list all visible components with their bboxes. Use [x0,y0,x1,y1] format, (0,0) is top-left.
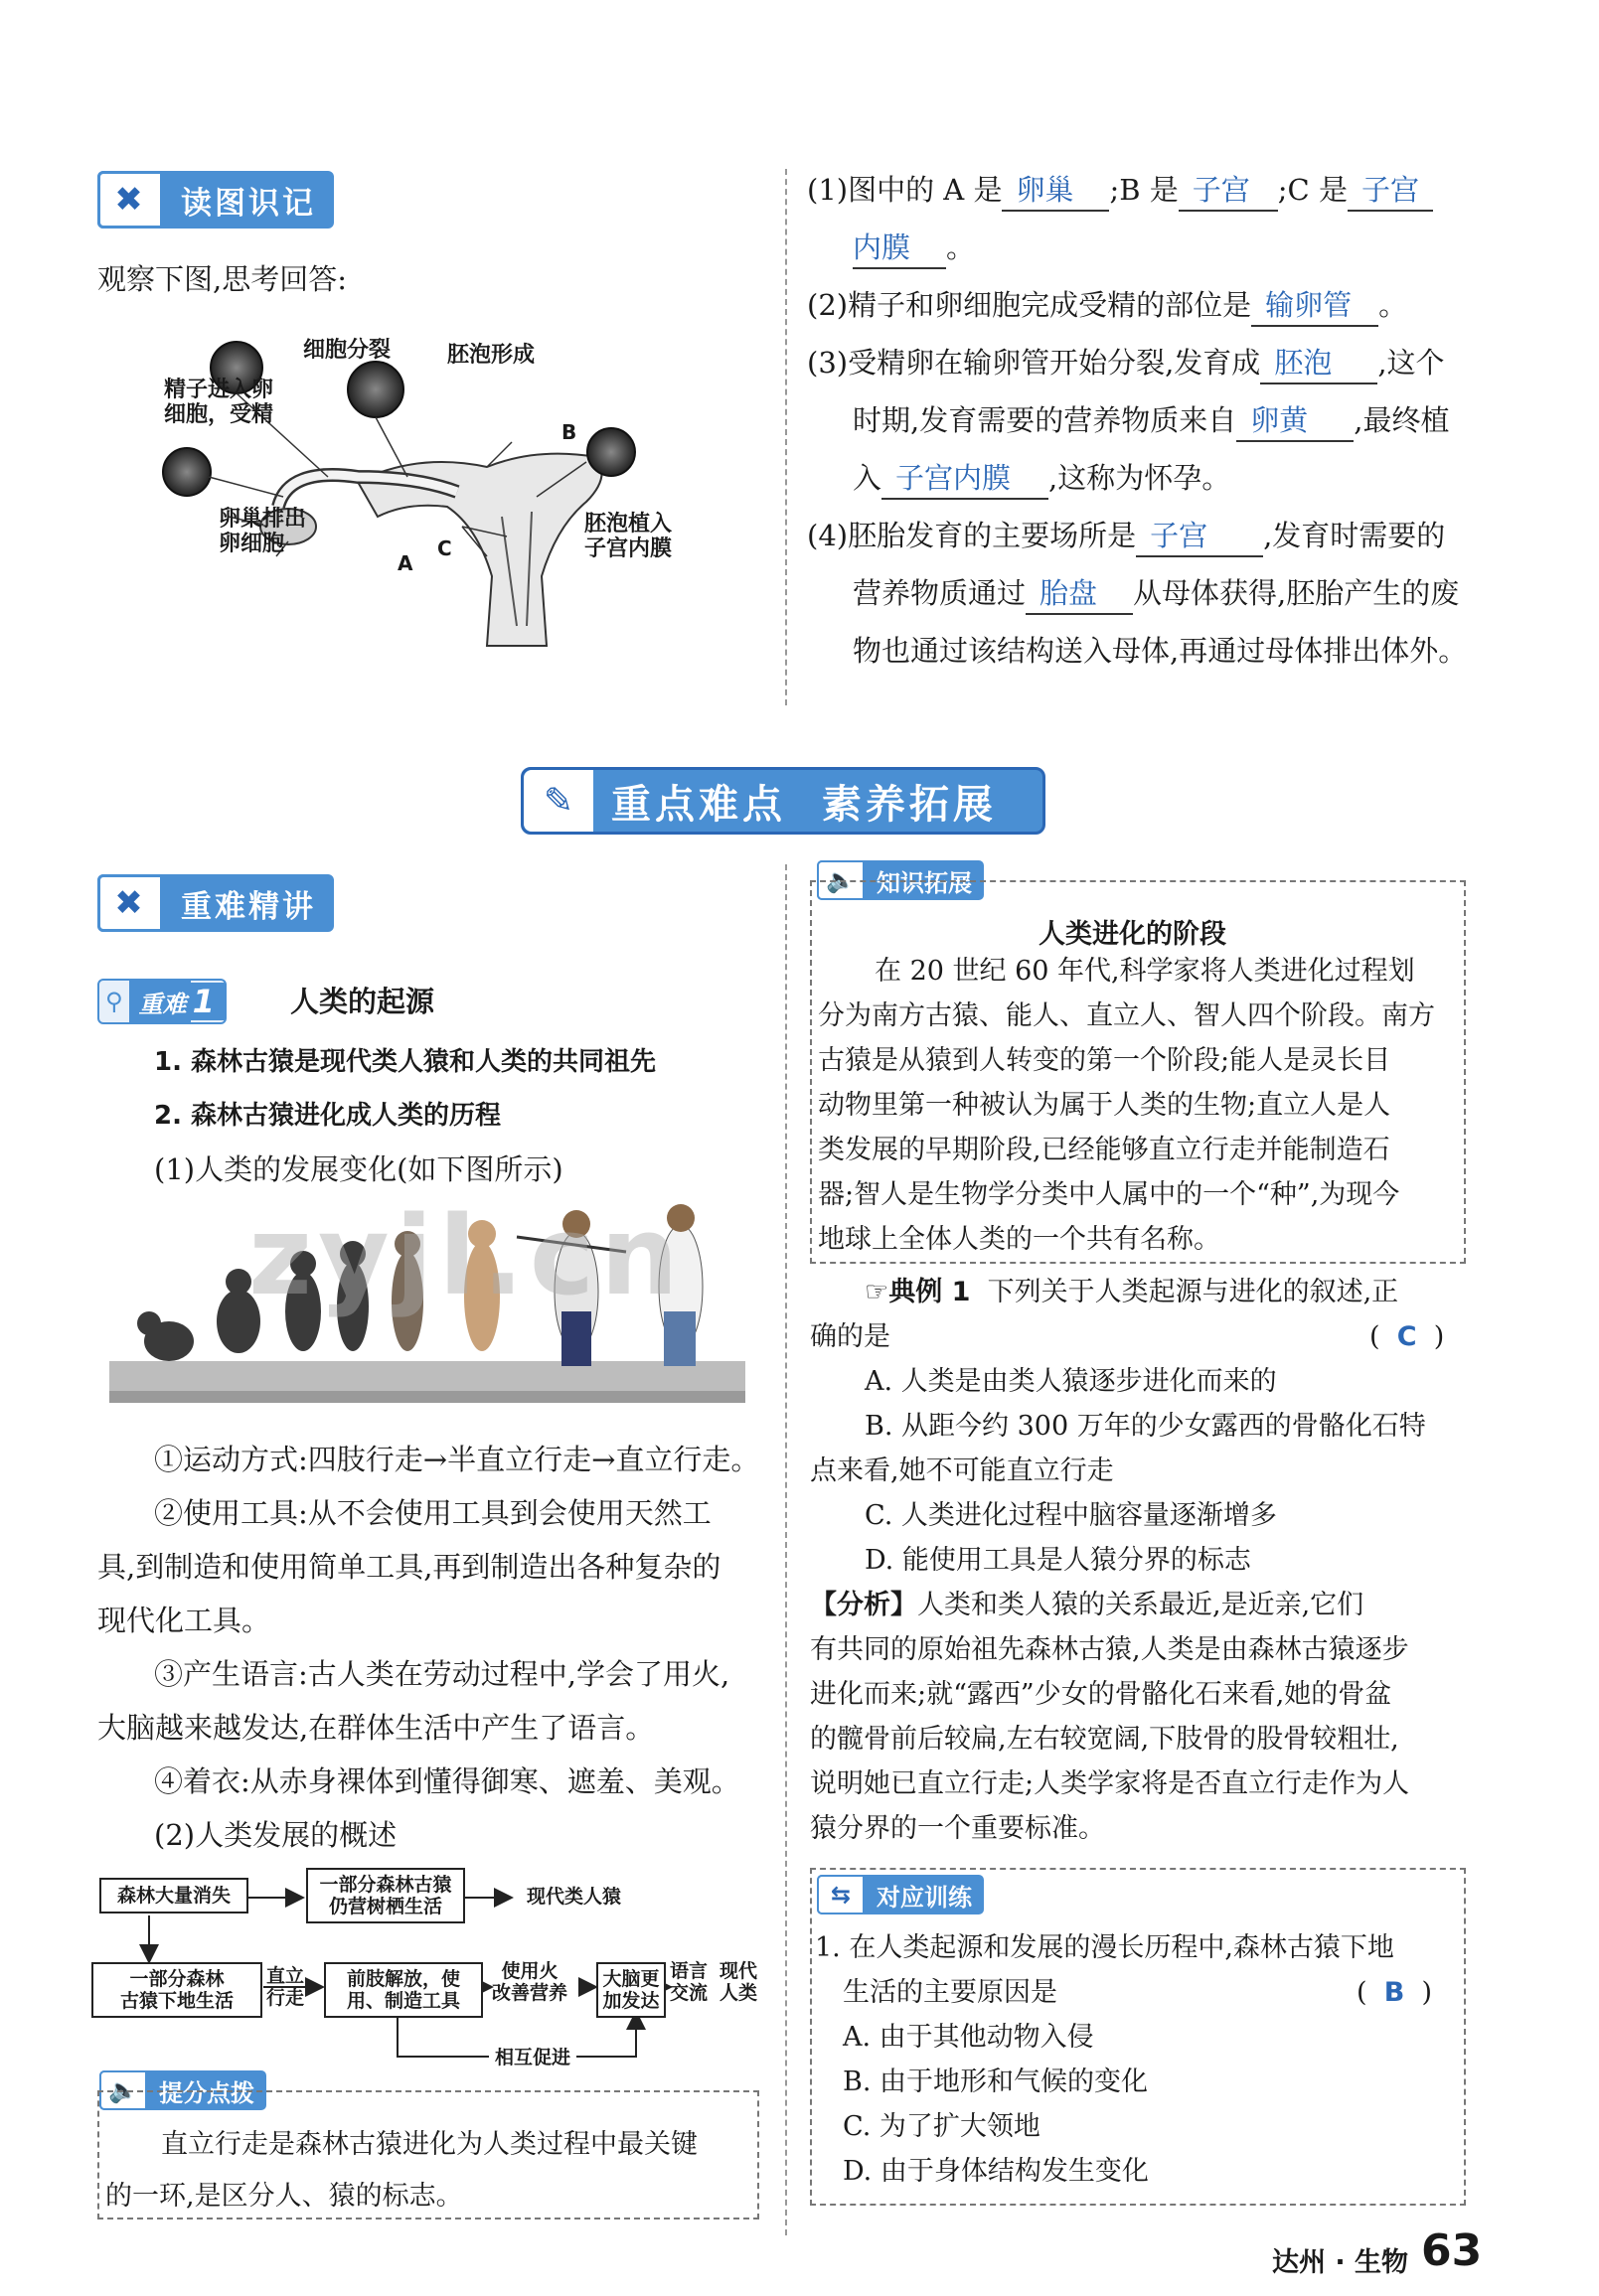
key-point-tag [97,979,227,1024]
extension-line-5: 类发展的早期阶段,已经能够直立行走并能制造石 [818,1135,1390,1165]
section-tag-read-figure [97,171,334,229]
cross-arrows-icon: ✖ [97,874,163,932]
q1-line2: 内膜 。 [853,219,975,276]
item-1: ①运动方式:四肢行走→半直立行走→直立行走。 [154,1443,760,1476]
analysis-line-1: 【分析】人类和类人猿的关系最近,是近亲,它们 [810,1590,1364,1620]
answer-q4-b: 胎盘 [1026,573,1133,615]
answer-q3-a: 胚泡 [1260,343,1377,384]
key-tag-label: 重难 [129,981,191,1023]
implant-cell-icon [587,428,635,476]
item-2b: 具,到制造和使用简单工具,再到制造出各种复杂的 [97,1550,721,1584]
key-points-banner [521,767,1045,835]
section-tag-key-explain [97,874,334,932]
training-option-c: C. 为了扩大领地 [843,2111,1040,2142]
pen-icon: ✎ [524,770,593,832]
example-option-d: D. 能使用工具是人猿分界的标志 [865,1545,1251,1576]
section-tag-label: 重难精讲 [181,888,316,925]
analysis-line-6: 猿分界的一个重要标准。 [810,1813,1105,1844]
item-2a: ②使用工具:从不会使用工具到会使用天然工 [154,1496,712,1530]
answer-q1-c2: 内膜 [853,228,946,269]
para-3: (1)人类的发展变化(如下图所示) [154,1152,563,1186]
q1-line1: (1)图中的 A 是 卵巢 ;B 是 子宫 ;C 是 子宫 [807,161,1433,219]
watermark: zyjl.cn [248,1192,685,1319]
intro-text: 观察下图,思考回答: [97,262,347,296]
example-option-b1: B. 从距今约 300 万年的少女露西的骨骼化石特 [865,1411,1426,1442]
label-A: A [398,551,413,575]
training-q-line-1: 1. 在人类起源和发展的漫长历程中,森林古猿下地 [815,1932,1394,1963]
training-option-b: B. 由于地形和气候的变化 [843,2066,1149,2097]
q4-line1: (4)胚胎发育的主要场所是 子宫 ,发育时需要的 [807,507,1445,564]
training-q-line-2: 生活的主要原因是 [843,1977,1057,2008]
flow-fire: 使用火 改善营养 [492,1960,568,2004]
item-3b: 大脑越来越发达,在群体生活中产生了语言。 [97,1711,655,1745]
training-option-a: A. 由于其他动物入侵 [843,2022,1094,2053]
flow-brain: 大脑更 加发达 [596,1962,666,2018]
hand-pointer-icon: ☞ [865,1277,889,1307]
cross-arrows-icon: ✖ [97,171,163,229]
q4-line2: 营养物质通过 胎盘 从母体获得,胚胎产生的废 [853,564,1459,622]
flow-part-tree: 一部分森林古猿 仍营树栖生活 [306,1868,465,1923]
key-title: 人类的起源 [290,985,435,1018]
analysis-line-5: 说明她已直立行走;人类学家将是否直立行走作为人 [810,1768,1410,1799]
answer-q1-c1: 子宫 [1348,170,1433,212]
label-ovary-release-1: 卵巢排出 [219,507,307,532]
answer-q4-a: 子宫 [1136,516,1263,557]
swap-arrows-icon: ⇆ [817,1875,865,1914]
label-sperm-enter-1: 精子进入卵 [164,378,274,402]
answer-q2: 输卵管 [1251,285,1378,327]
key-tag-number: 1 [191,983,225,1020]
analysis-line-4: 的髋骨前后较扁,左右较宽阔,下肢骨的股骨较粗壮, [810,1724,1399,1755]
column-divider-top [785,169,787,705]
para-1: 1. 森林古猿是现代类人猿和人类的共同祖先 [154,1047,657,1077]
label-C: C [437,536,452,560]
example-option-c: C. 人类进化过程中脑容量逐渐增多 [865,1500,1277,1531]
flow-part-ground: 一部分森林 古猿下地生活 [91,1962,262,2018]
column-divider-bottom [785,864,787,2235]
label-ovary-release-2: 卵细胞 [219,532,285,556]
label-implant-1: 胚泡植入 [584,512,673,536]
extension-line-2: 分为南方古猿、能人、直立人、智人四个阶段。南方 [818,1000,1435,1031]
label-blastocyst: 胚泡形成 [447,343,536,368]
fertilized-egg-icon [163,448,211,496]
para-4: (2)人类发展的概述 [154,1818,398,1852]
example-line-1: ☞典例 1 下列关于人类起源与进化的叙述,正 [865,1277,1399,1307]
extension-line-1: 在 20 世纪 60 年代,科学家将人类进化过程划 [875,956,1415,987]
flow-tools: 前肢解放，使 用、制造工具 [324,1962,483,2018]
flow-mutual: 相互促进 [489,2047,576,2068]
label-B: B [561,420,577,444]
training-tag-label: 对应训练 [877,1883,972,1912]
section-tag-label: 读图识记 [181,185,316,222]
extension-line-6: 器;智人是生物学分类中人属中的一个“种”,为现今 [818,1179,1400,1210]
example-option-a: A. 人类是由类人猿逐步进化而来的 [865,1366,1277,1397]
q3-line2: 时期,发育需要的营养物质来自 卵黄 ,最终植 [853,391,1449,449]
item-4: ④着衣:从赤身裸体到懂得御寒、遮羞、美观。 [154,1764,740,1798]
training-answer: ( B ) [1357,1977,1432,2008]
flow-upright: 直立 行走 [266,1965,305,2009]
example-answer: ( C ) [1369,1321,1445,1352]
extension-tag-label: 知识拓展 [877,868,972,897]
extension-line-7: 地球上全体人类的一个共有名称。 [818,1224,1220,1255]
flow-language: 语言 交流 [670,1960,709,2004]
page-number: 63 [1421,2225,1483,2276]
label-sperm-enter-2: 细胞，受精 [164,402,274,427]
banner-title: 重点难点 素养拓展 [611,781,997,828]
label-cell-division: 细胞分裂 [303,338,392,363]
example-option-b2: 点来看,她不可能直立行走 [810,1455,1114,1486]
para-2: 2. 森林古猿进化成人类的历程 [154,1101,502,1131]
analysis-line-3: 进化而来;就“露西”少女的骨骼化石来看,她的骨盆 [810,1679,1392,1710]
item-3a: ③产生语言:古人类在劳动过程中,学会了用火, [154,1657,730,1691]
training-option-d: D. 由于身体结构发生变化 [843,2156,1149,2187]
answer-q1-a: 卵巢 [1002,170,1109,212]
flow-modern-human: 现代 人类 [720,1960,758,2004]
q4-line3: 物也通过该结构送入母体,再通过母体排出体外。 [853,634,1468,668]
tip-line-1: 直立行走是森林古猿进化为人类过程中最关键 [161,2129,698,2160]
analysis-line-2: 有共同的原始祖先森林古猿,人类是由森林古猿逐步 [810,1634,1409,1665]
answer-q3-b: 卵黄 [1236,400,1354,442]
example-line-2: 确的是 [810,1321,890,1352]
q3-line3: 入 子宫内膜 ,这称为怀孕。 [853,449,1230,507]
label-implant-2: 子宫内膜 [584,536,673,561]
extension-line-4: 动物里第一种被认为属于人类的生物;直立人是人 [818,1090,1391,1121]
q2-line: (2)精子和卵细胞完成受精的部位是 输卵管 。 [807,276,1407,334]
flow-forest-disappear: 森林大量消失 [99,1878,248,1913]
blastocyst-icon [348,362,403,417]
extension-line-3: 古猿是从猿到人转变的第一个阶段;能人是灵长目 [818,1045,1391,1076]
flow-modern-apes: 现代类人猿 [527,1886,622,1908]
answer-q1-b: 子宫 [1179,170,1278,212]
speaker-icon: 🔈 [817,860,865,900]
item-2c: 现代化工具。 [97,1604,271,1637]
search-icon: ⚲ [105,988,123,1015]
tip-line-2: 的一环,是区分人、猿的标志。 [105,2181,463,2212]
footer-label: 达州 · 生物 [1272,2247,1409,2278]
tip-tag-label: 提分点拨 [159,2078,254,2107]
extension-title: 人类进化的阶段 [1039,919,1226,950]
speaker-icon: 🔈 [99,2070,147,2110]
q3-line1: (3)受精卵在输卵管开始分裂,发育成 胚泡 ,这个 [807,334,1445,391]
answer-q3-c: 子宫内膜 [881,458,1048,500]
